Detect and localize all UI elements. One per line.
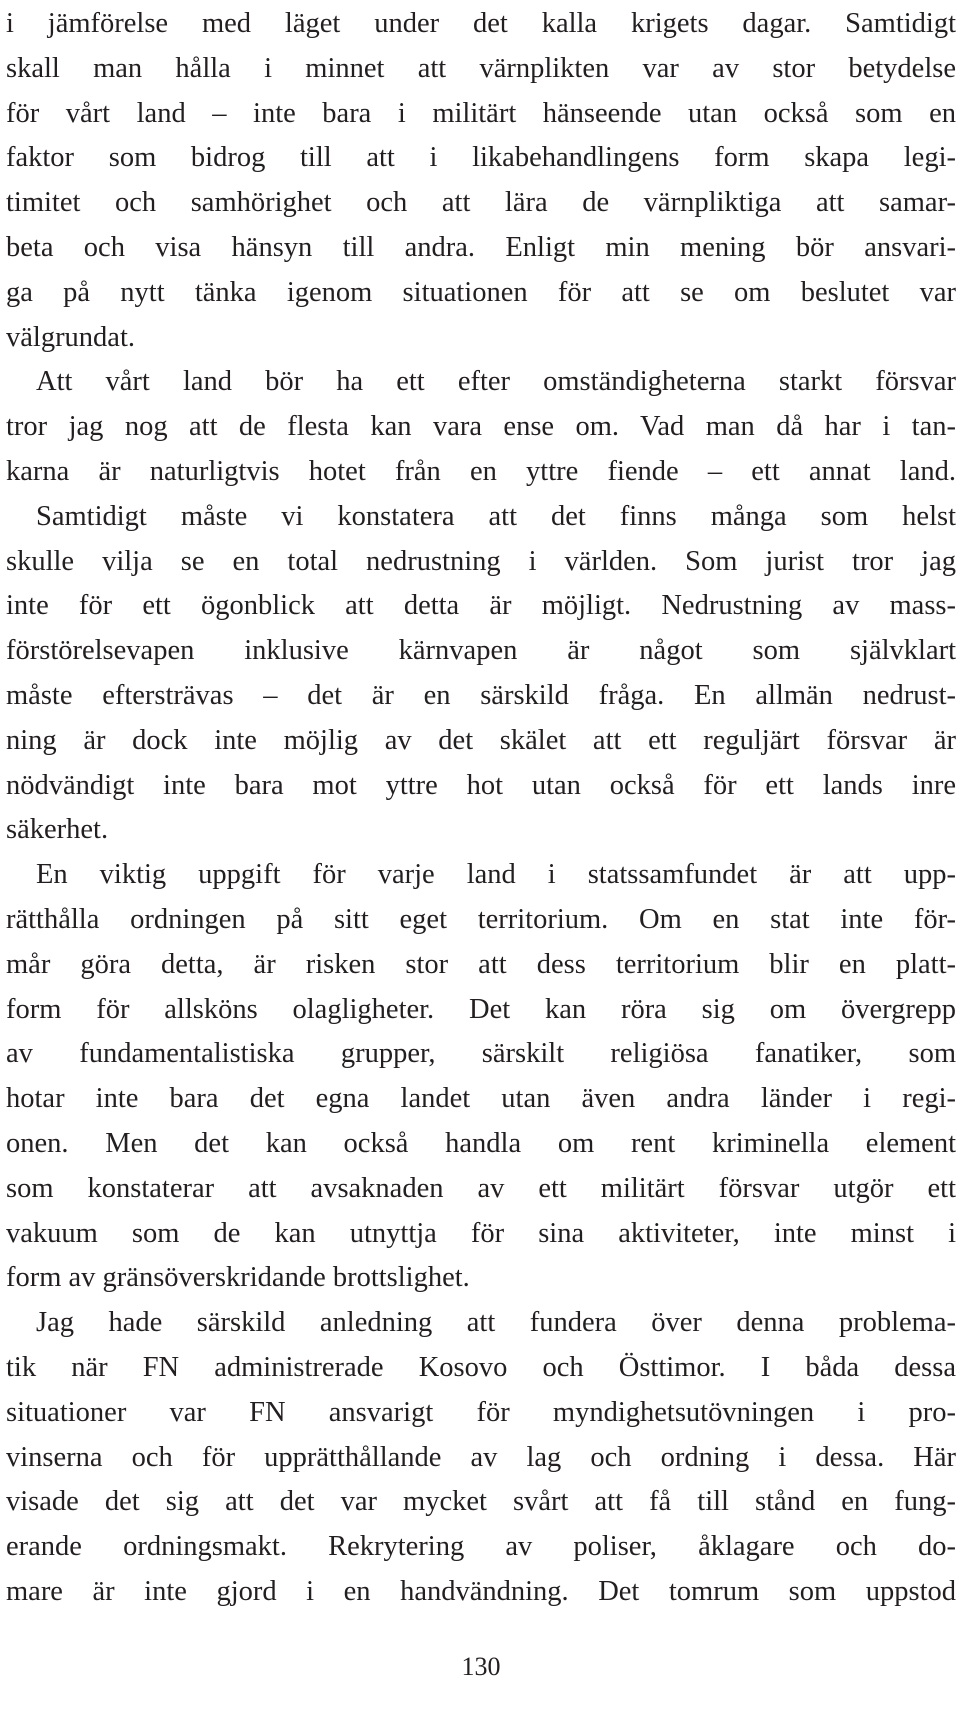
text-line: beta och visa hänsyn till andra. Enligt min mening bör ansvari- — [6, 231, 956, 263]
text-line: skulle vilja se en total nedrustning i världen. Som jurist tror jag — [6, 545, 956, 577]
text-line: ning är dock inte möjlig av det skälet att ett reguljärt försvar är — [6, 724, 956, 756]
text-line: mare är inte gjord i en handvändning. Det tomrum som uppstod — [6, 1575, 956, 1607]
text-line: form för allsköns olagligheter. Det kan röra sig om övergrepp — [6, 993, 956, 1025]
text-line: välgrundat. — [6, 321, 136, 353]
text-line: för vårt land – inte bara i militärt hänseende utan också som en — [6, 97, 956, 129]
text-line: erande ordningsmakt. Rekrytering av poliser, åklagare och do- — [6, 1531, 956, 1563]
text-line: av fundamentalistiska grupper, särskilt religiösa fanatiker, som — [6, 1038, 956, 1070]
text-line: Samtidigt måste vi konstatera att det finns många som helst — [36, 500, 956, 532]
text-line: faktor som bidrog till att i likabehandlingens form skapa legi- — [6, 142, 956, 174]
text-line: måste eftersträvas – det är en särskild fråga. En allmän nedrust- — [6, 679, 956, 711]
text-line: timitet och samhörighet och att lära de värnpliktiga att samar- — [6, 187, 956, 219]
text-line: onen. Men det kan också handla om rent kriminella element — [6, 1127, 956, 1159]
text-line: situationer var FN ansvarigt för myndighetsutövningen i pro- — [6, 1396, 956, 1428]
text-line: tik när FN administrerade Kosovo och Östtimor. I båda dessa — [6, 1351, 956, 1383]
text-line: ga på nytt tänka igenom situationen för att se om beslutet var — [6, 276, 956, 308]
body-text — [6, 2, 956, 1615]
text-line: förstörelsevapen inklusive kärnvapen är något som självklart — [6, 635, 956, 667]
text-line: skall man hålla i minnet att värnplikten var av stor betydelse — [6, 52, 956, 84]
text-line: säkerhet. — [6, 814, 109, 846]
text-line: Att vårt land bör ha ett efter omständigheterna starkt försvar — [36, 366, 956, 398]
text-line: visade det sig att det var mycket svårt att få till stånd en fung- — [6, 1486, 956, 1518]
text-line: som konstaterar att avsaknaden av ett militärt försvar utgör ett — [6, 1172, 956, 1204]
text-line: mår göra detta, är risken stor att dess territorium blir en platt- — [6, 948, 956, 980]
text-line: En viktig uppgift för varje land i statssamfundet är att upp- — [36, 859, 956, 891]
page-number: 130 — [461, 1652, 501, 1681]
text-line: tror jag nog att de flesta kan vara ense om. Vad man då har i tan- — [6, 411, 956, 443]
text-line: hotar inte bara det egna landet utan även andra länder i regi- — [6, 1083, 956, 1115]
text-line: inte för ett ögonblick att detta är möjligt. Nedrustning av mass- — [6, 590, 956, 622]
text-line: karna är naturligtvis hotet från en yttre fiende – ett annat land. — [6, 455, 956, 487]
text-line: Jag hade särskild anledning att fundera över denna problema- — [36, 1307, 956, 1339]
text-line: vinserna och för upprätthållande av lag och ordning i dessa. Här — [6, 1441, 956, 1473]
text-line: vakuum som de kan utnyttja för sina aktiviteter, inte minst i — [6, 1217, 956, 1249]
text-line: nödvändigt inte bara mot yttre hot utan också för ett lands inre — [6, 769, 956, 801]
book-page — [6, 0, 956, 1713]
text-line: i jämförelse med läget under det kalla krigets dagar. Samtidigt — [6, 8, 956, 39]
text-line: form av gränsöverskridande brottslighet. — [6, 1262, 470, 1294]
text-line: rätthålla ordningen på sitt eget territorium. Om en stat inte för- — [6, 903, 956, 935]
